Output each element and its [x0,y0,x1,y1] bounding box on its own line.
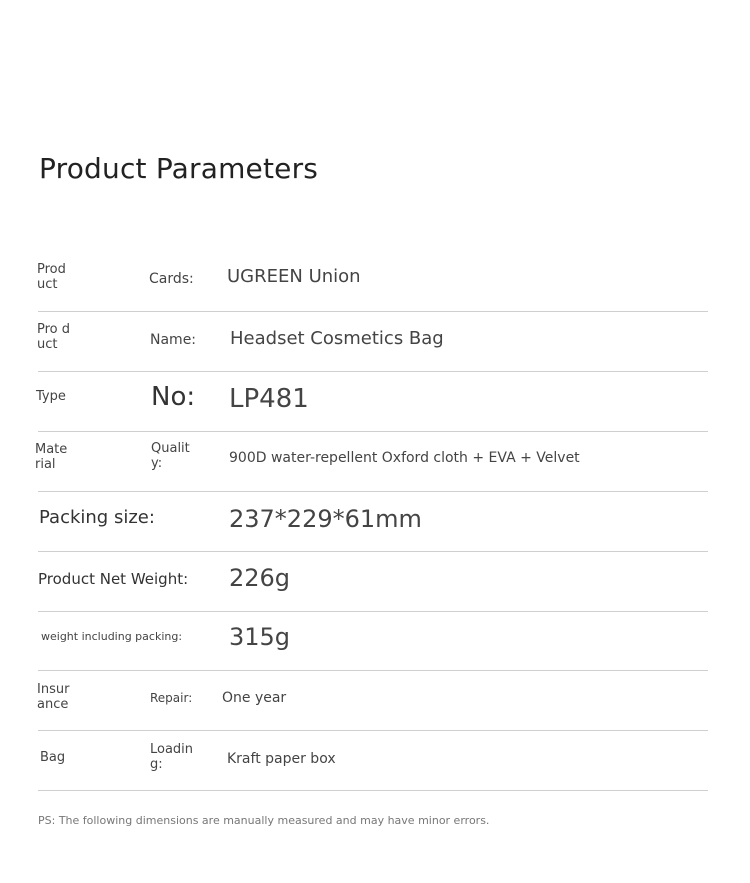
param-label-4b: Qualit y: [151,441,190,471]
param-label-9b: Loadin g: [150,742,194,772]
param-value: LP481 [229,384,309,414]
param-row-product-name [38,311,708,372]
param-label-2a: Pro duct [37,322,71,352]
param-label-9a: Bag [40,750,66,765]
param-row-warranty [38,670,708,731]
param-label-3b: No: [151,382,196,412]
param-row-packing-size [38,491,708,552]
param-row-gross-weight [38,610,708,671]
param-row-type-no [38,371,708,432]
param-label-1a: Prod uct [37,262,66,292]
measurement-note: PS: The following dimensions are manually measured and may have minor errors. [38,814,490,827]
param-label: weight including packing: [41,630,183,643]
param-value: 315g [229,623,291,651]
param-label-8b: Repair: [150,691,193,705]
param-label-3a: Type [36,389,66,404]
param-row-net-weight [38,551,708,612]
param-label-4a: Mate rial [35,442,68,472]
param-label: Packing size: [39,507,155,528]
param-value: Headset Cosmetics Bag [230,328,444,349]
param-value: UGREEN Union [227,266,361,287]
param-value: 226g [229,564,291,592]
param-label-8a: Insur ance [37,682,70,712]
param-value: Kraft paper box [227,751,336,767]
param-value: 900D water-repellent Oxford cloth + EVA + Velvet [229,450,580,466]
param-label-2b: Name: [150,332,197,348]
param-label: Product Net Weight: [38,570,189,588]
param-row-product-cards [38,251,708,312]
param-value: 237*229*61mm [229,505,422,533]
param-row-packaging [38,730,708,791]
page-title: Product Parameters [39,152,319,185]
param-row-material [35,431,708,492]
param-value: One year [222,690,287,706]
param-label-1b: Cards: [149,271,194,287]
